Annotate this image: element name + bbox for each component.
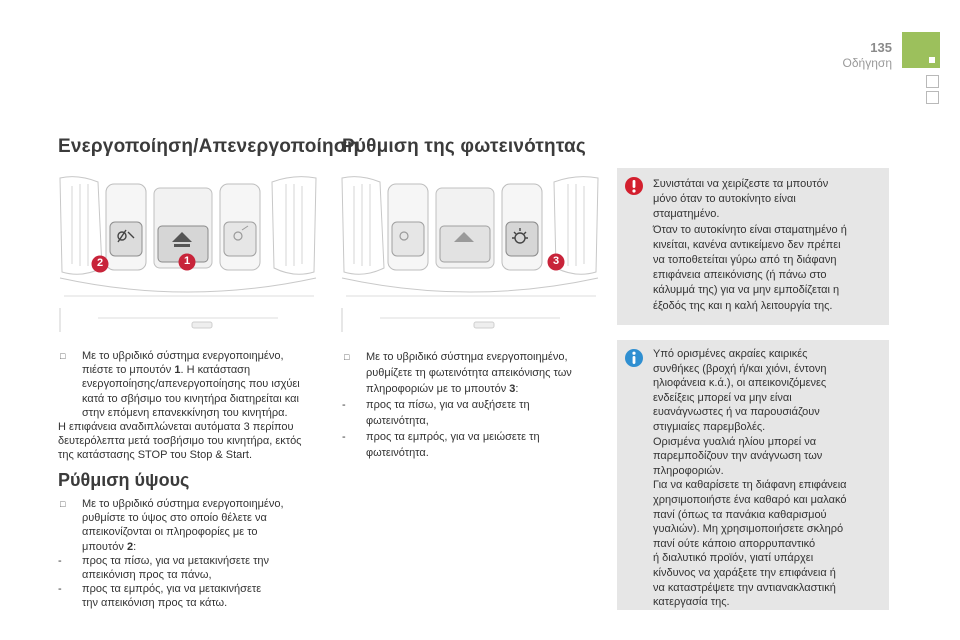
text-line: Με το υβριδικό σύστημα ενεργοποιημένο, bbox=[366, 351, 568, 363]
chapter-title: Οδήγηση bbox=[842, 56, 892, 70]
callout-number: 1 bbox=[183, 255, 191, 267]
text-line: προς τα εμπρός, για να μετακινήσετε bbox=[82, 583, 262, 596]
info-text bbox=[653, 347, 879, 610]
dash-marker: - bbox=[342, 431, 346, 443]
text-line: μόνο όταν το αυτοκίνητο είναι bbox=[653, 193, 796, 206]
text-line: απεικόνιση προς τα πάνω, bbox=[82, 569, 212, 582]
text-line: μπουτόν 2: bbox=[82, 540, 137, 553]
button-ref: 1 bbox=[174, 364, 181, 377]
dash-marker: - bbox=[58, 554, 62, 567]
callout-marker-3 bbox=[547, 253, 565, 271]
text-line: Με το υβριδικό σύστημα ενεργοποιημένο, bbox=[82, 350, 284, 362]
button-ref: 2 bbox=[126, 540, 134, 553]
text-line: πληροφοριών με το μπουτόν 3: bbox=[366, 383, 519, 395]
text-line: επιφάνεια απεικόνισης (ή πάνω στο bbox=[653, 269, 827, 282]
text-line: ρυθμίζετε τη φωτεινότητα απεικόνισης των bbox=[366, 367, 572, 379]
text-line: κατά το σβήσιμο του κινητήρα διατηρείται και bbox=[82, 392, 299, 405]
text-line: κίνδυνος να χαράξετε την επιφάνεια ή bbox=[653, 566, 836, 579]
list-item bbox=[342, 429, 612, 461]
callout-marker-1 bbox=[178, 253, 196, 271]
text-line: ηλιοφάνεια κ.ά.), οι απεικονιζόμενες bbox=[653, 377, 827, 390]
list-item bbox=[342, 397, 612, 429]
section-title-activation: Ενεργοποίηση/Απενεργοποίηση bbox=[58, 136, 359, 157]
text-line: πανί (όπως τα πανάκια καθαρισμού bbox=[653, 508, 827, 521]
text-line: φωτεινότητα, bbox=[366, 415, 429, 427]
text-line: ή διαλυτικό προϊόν, γιατί υπάρχει bbox=[653, 552, 814, 565]
text-line: στιγμιαίες παρεμβολές. bbox=[653, 420, 766, 433]
text-line: Για να καθαρίσετε τη διάφανη επιφάνεια bbox=[653, 479, 847, 492]
section-title-brightness: Ρύθμιση της φωτεινότητας bbox=[342, 136, 586, 157]
text-line: πιέστε το μπουτόν 1. Η κατάσταση bbox=[82, 364, 251, 377]
text-line: φωτεινότητα. bbox=[366, 447, 429, 459]
text-line: ενεργοποίησης/απενεργοποίησης που ισχύει bbox=[82, 378, 300, 391]
text-line: κάλυμμά της) για να μην εμποδίζεται η bbox=[653, 284, 840, 297]
text-line: προς τα πίσω, για να μετακινήσετε την bbox=[82, 554, 270, 567]
page-number: 135 bbox=[870, 40, 892, 55]
side-index-box bbox=[926, 75, 939, 88]
text-line: συνθήκες (βροχή ή/και χιόνι, έντονη bbox=[653, 362, 827, 375]
text-line: σταματημένο. bbox=[653, 208, 720, 221]
text-line: απεικονίζονται οι πληροφορίες με το bbox=[82, 526, 258, 539]
text-line: κινείται, κανένα αντικείμενο δεν πρέπει bbox=[653, 238, 841, 251]
side-index-box bbox=[926, 91, 939, 104]
text-line: να καταστρέψετε την αντιανακλαστική bbox=[653, 581, 836, 594]
controls-illustration-left bbox=[58, 168, 320, 334]
text-line: την απεικόνιση προς τα κάτω. bbox=[82, 597, 228, 610]
text-line: έξοδός της και η καλή λειτουργία της. bbox=[653, 299, 833, 312]
warning-text bbox=[653, 177, 879, 314]
text-line: πανί ούτε κάποιο απορρυπαντικό bbox=[653, 537, 816, 550]
callout-number: 3 bbox=[552, 255, 560, 267]
text-line: Με το υβριδικό σύστημα ενεργοποιημένο, bbox=[82, 498, 284, 510]
list-item bbox=[342, 349, 612, 397]
chapter-tab bbox=[902, 32, 940, 68]
text-line: ενδείξεις μπορεί να μην είναι bbox=[653, 391, 792, 404]
brightness-text bbox=[342, 349, 612, 461]
callout-number: 2 bbox=[96, 257, 104, 269]
text-line: δευτερόλεπτα μετά τοσβήσιμο του κινητήρα, εκτός bbox=[58, 435, 302, 448]
text-line: προς τα πίσω, για να αυξήσετε τη bbox=[366, 399, 530, 411]
button-ref: 3 bbox=[509, 383, 516, 395]
checkbox-bullet-icon: □ bbox=[344, 352, 350, 362]
warning-icon bbox=[624, 176, 644, 196]
text-line: κατεργασία της. bbox=[653, 596, 730, 609]
text-line: Η επιφάνεια αναδιπλώνεται αυτόματα 3 περίπου bbox=[58, 421, 294, 434]
dash-marker: - bbox=[342, 399, 346, 411]
text-line: ευανάγνωστες ή να παρουσιάζουν bbox=[653, 406, 820, 419]
text-line: της κατάστασης STOP του Stop & Start. bbox=[58, 449, 253, 462]
warning-box bbox=[617, 168, 889, 325]
checkbox-bullet-icon: □ bbox=[60, 351, 66, 361]
list-item bbox=[58, 554, 328, 582]
text-line: προς τα εμπρός, για να μειώσετε τη bbox=[366, 431, 540, 443]
list-item bbox=[58, 349, 328, 420]
controls-illustration-middle bbox=[340, 168, 602, 334]
activation-text bbox=[58, 349, 328, 463]
text-line: Συνιστάται να χειρίζεστε τα μπουτόν bbox=[653, 178, 829, 190]
text-line: γυαλιών). Μη χρησιμοποιήσετε σκληρό bbox=[653, 523, 844, 536]
checkbox-bullet-icon: □ bbox=[60, 499, 66, 509]
text-line: να τοποθετείται γύρω από τη διάφανη bbox=[653, 254, 837, 267]
text-line: χρησιμοποιήστε ένα καθαρό και μαλακό bbox=[653, 493, 847, 506]
info-icon bbox=[624, 348, 644, 368]
text-line: Όταν το αυτοκίνητο είναι σταματημένο ή bbox=[653, 223, 847, 236]
text-line: Ορισμένα γυαλιά ηλίου μπορεί να bbox=[653, 435, 817, 448]
dash-marker: - bbox=[58, 583, 62, 596]
list-item bbox=[58, 582, 328, 610]
callout-marker-2 bbox=[91, 255, 109, 273]
section-title-height: Ρύθμιση ύψους bbox=[58, 470, 190, 490]
text-line: παρεμποδίζουν την ανάγνωση των bbox=[653, 450, 823, 463]
text-line: Υπό ορισμένες ακραίες καιρικές bbox=[653, 348, 808, 360]
info-box bbox=[617, 340, 889, 610]
text-line: ρυθμίστε το ύψος στο οποίο θέλετε να bbox=[82, 512, 267, 525]
list-item bbox=[58, 497, 328, 554]
height-text bbox=[58, 497, 328, 611]
text-line: πληροφοριών. bbox=[653, 464, 724, 477]
text-line: στην επόμενη επανεκκίνηση του κινητήρα. bbox=[82, 406, 288, 419]
